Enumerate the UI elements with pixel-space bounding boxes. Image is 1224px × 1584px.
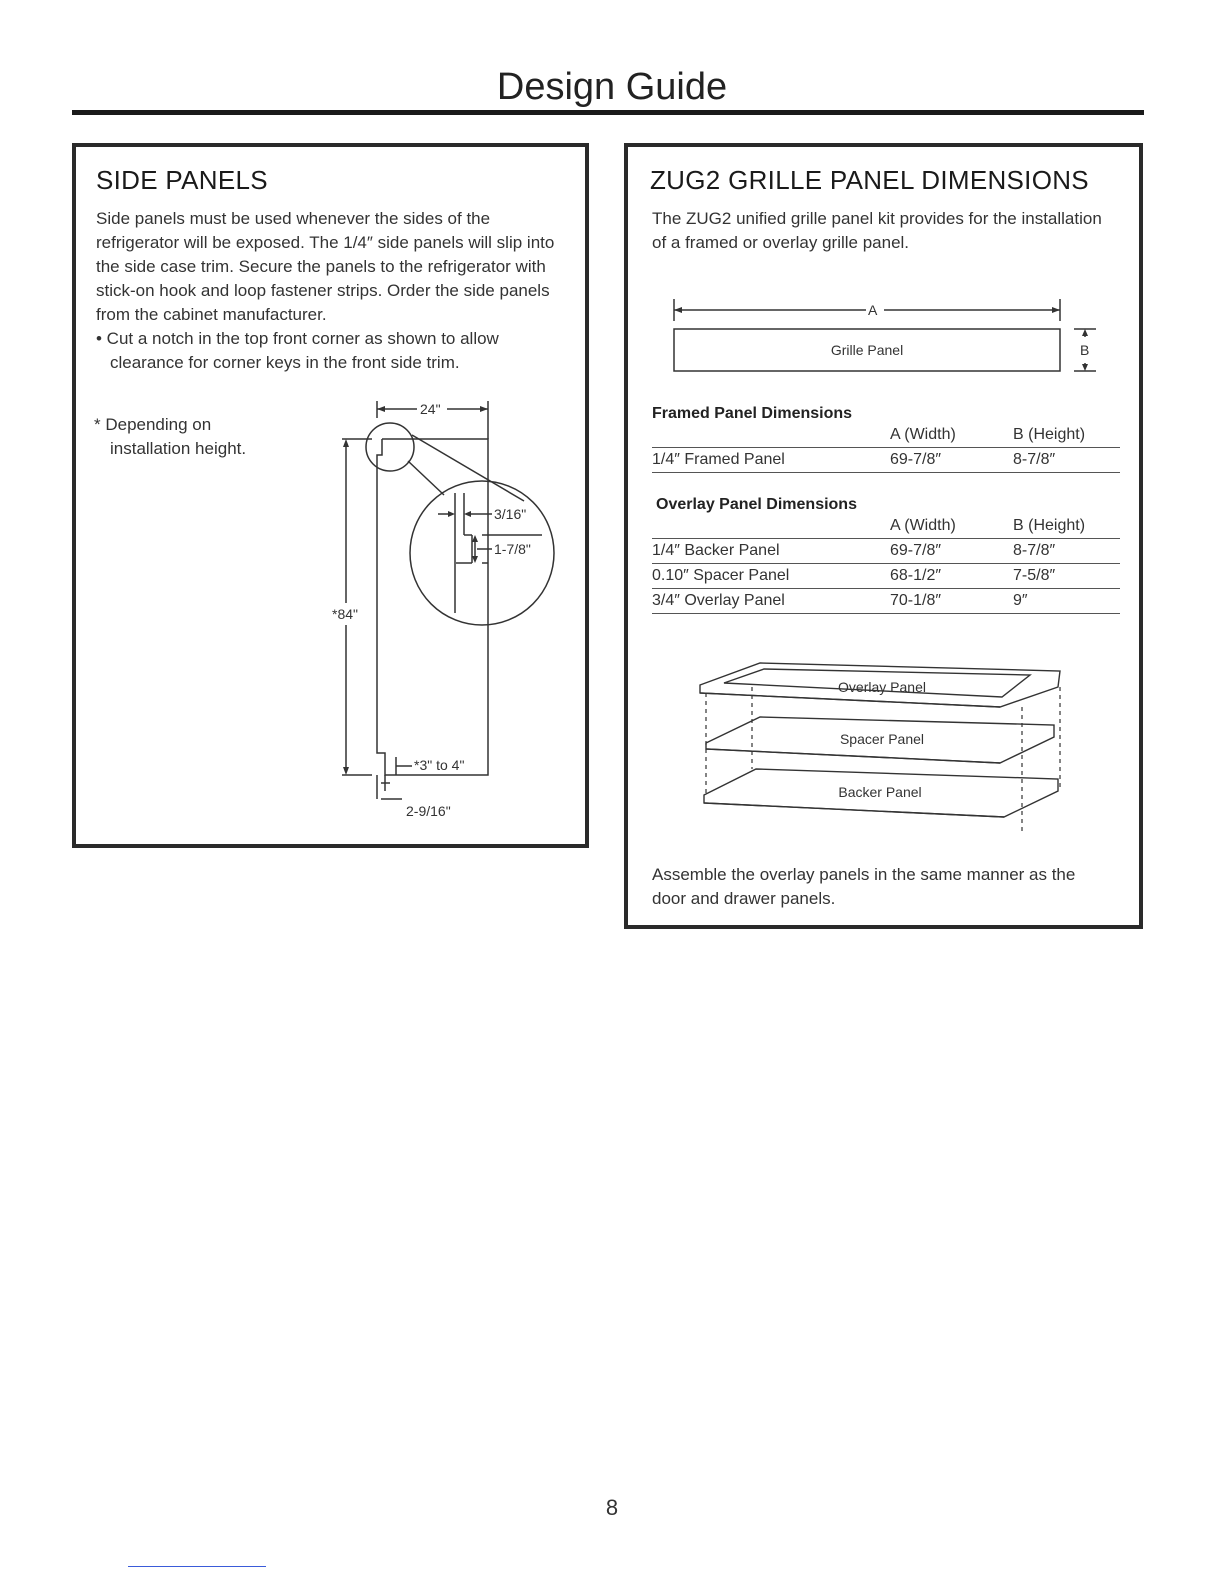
offset-label: 2-9/16"	[406, 803, 451, 819]
table-row: 0.10″ Spacer Panel 68-1/2″ 7-5/8″	[652, 564, 1120, 589]
table-row: 3/4″ Overlay Panel 70-1/8″ 9″	[652, 589, 1120, 614]
side-panels-paragraph: Side panels must be used whenever the sides of the refrigerator will be exposed. The 1/4″ side panels will slip into the side case trim. Secure the panels to the refrigerator with stick-on hook and loop fastener strips. Order the side panels from the cabinet manufacturer.	[96, 209, 555, 324]
overlay-table	[652, 514, 1120, 614]
title-rule	[72, 110, 1144, 115]
exploded-panels-diagram	[624, 647, 1143, 847]
assembly-note: Assemble the overlay panels in the same manner as the door and drawer panels.	[652, 865, 1076, 908]
grille-title: ZUG2 GRILLE PANEL DIMENSIONS	[650, 165, 1089, 195]
framed-table-header	[652, 423, 1120, 448]
overlay-col-a: A (Width)	[890, 517, 956, 534]
grille-intro: The ZUG2 unified grille panel kit provides for the installation of a framed or overlay grille panel.	[652, 209, 1102, 252]
backer-panel-label: Backer Panel	[838, 784, 922, 800]
framed-table	[652, 423, 1120, 473]
bottom-gap-label: *3" to 4"	[414, 757, 465, 773]
framed-col-a: A (Width)	[890, 426, 956, 443]
side-panels-title: SIDE PANELS	[96, 165, 268, 195]
table-row: 1/4″ Backer Panel 69-7/8″ 8-7/8″	[652, 539, 1120, 564]
grille-section	[624, 143, 1143, 929]
table-row: 1/4″ Framed Panel 69-7/8″ 8-7/8″	[652, 448, 1120, 473]
height-84-label: *84"	[332, 606, 358, 622]
side-panel-outline	[377, 439, 488, 775]
framed-col-b: B (Height)	[1013, 426, 1086, 443]
notch-height-label: 1-7/8"	[494, 541, 531, 557]
dimension-b-label: B	[1080, 342, 1090, 358]
page-title: Design Guide	[496, 66, 728, 108]
side-panels-footnote: * Depending on installation height.	[94, 415, 247, 458]
overlay-col-b: B (Height)	[1013, 517, 1086, 534]
overlay-panel-label: Overlay Panel	[838, 679, 926, 695]
grille-panel-label: Grille Panel	[830, 342, 904, 358]
notch-width-label: 3/16"	[494, 506, 527, 522]
side-panels-section	[72, 143, 589, 848]
page-number: 8	[605, 1495, 619, 1520]
framed-heading: Framed Panel Dimensions	[652, 405, 853, 422]
grille-panel-diagram	[624, 285, 1143, 425]
overlay-table-header	[652, 514, 1120, 539]
footer-line	[128, 1566, 266, 1567]
side-panel-diagram	[72, 143, 589, 848]
dimension-a-label: A	[868, 302, 878, 318]
width-24-label: 24"	[420, 401, 441, 417]
spacer-panel-label: Spacer Panel	[839, 731, 925, 747]
overlay-heading: Overlay Panel Dimensions	[656, 496, 857, 513]
side-panels-bullet: • Cut a notch in the top front corner as shown to allow clearance for corner keys in the front side trim.	[96, 329, 499, 372]
